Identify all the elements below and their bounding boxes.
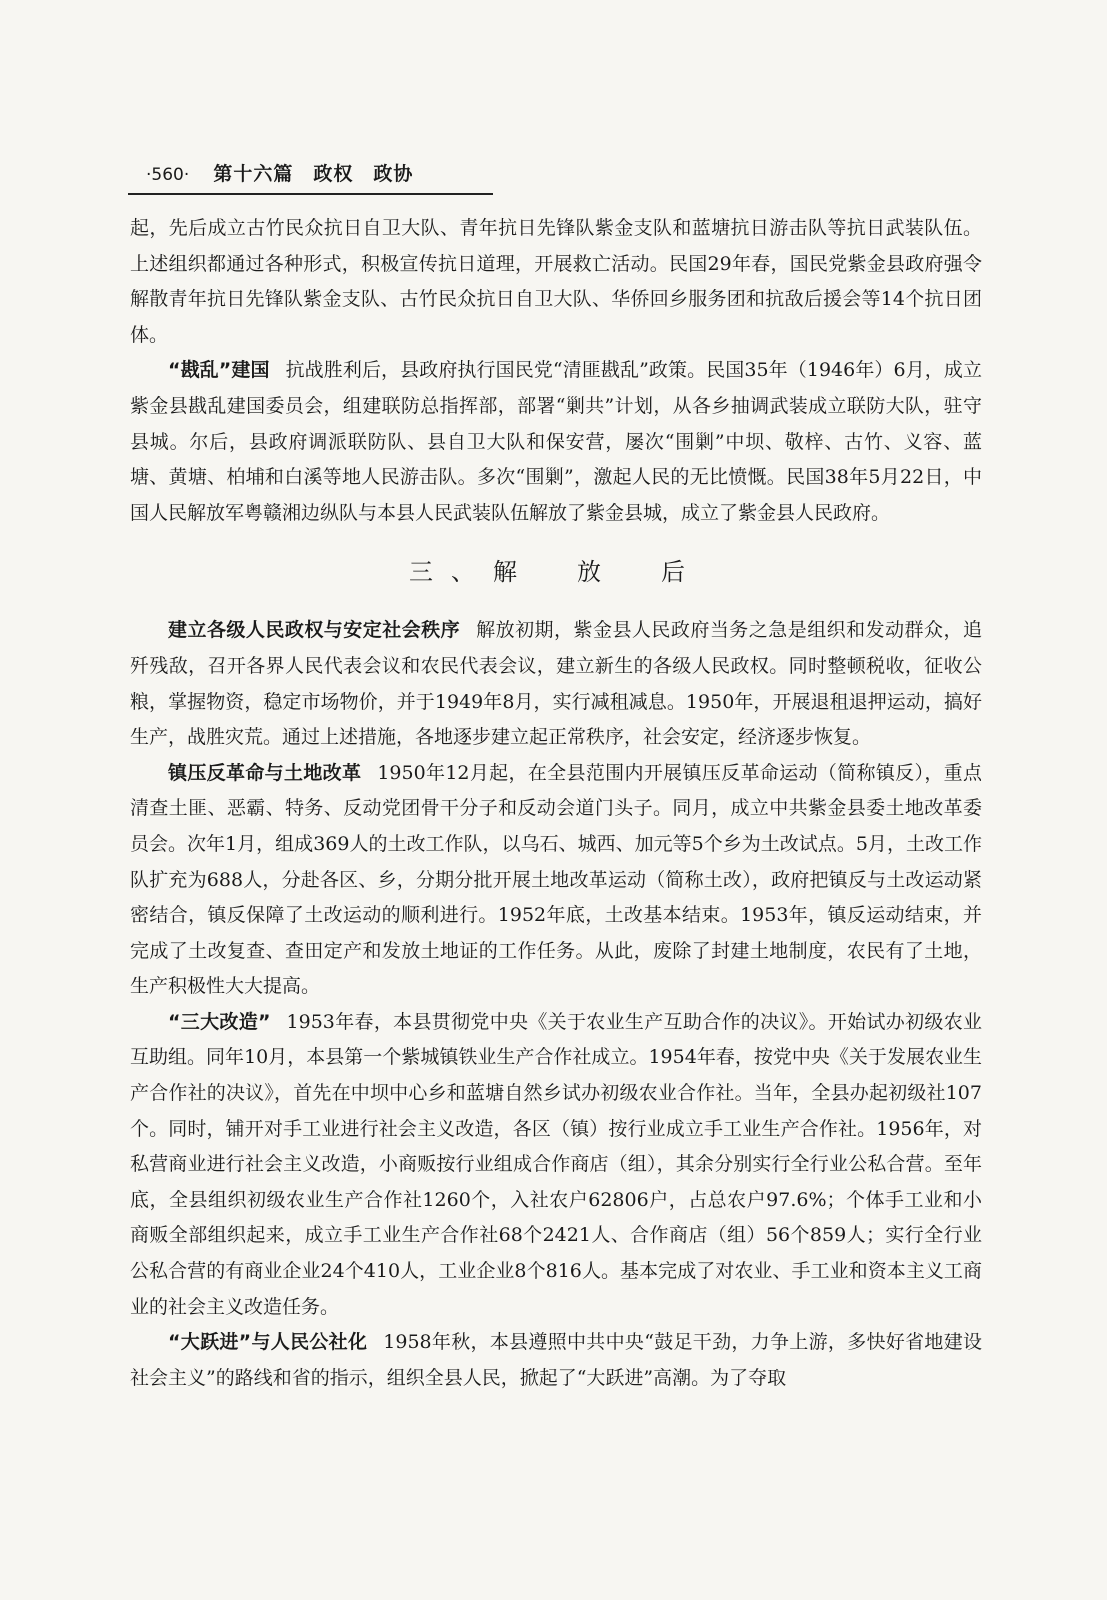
paragraph [130,1005,982,1325]
paragraph-heading: “三大改造” [168,1010,271,1033]
paragraph-heading: 镇压反革命与土地改革 [168,761,362,784]
paragraph-text: 1950年12月起，在全县范围内开展镇压反革命运动（简称镇反），重点清查土匪、恶霸、特务、反动党团骨干分子和反动会道门头子。同月，成立中共紫金县委土地改革委员会。次年1月，组成369人的土改工作队，以乌石、城西、加元等5个乡为土改试点。5月，土改工作队扩充为688人，分赴各区、乡，分期分批开展土地改革运动（简称土改），政府把镇反与土改运动紧密结合，镇反保障了土改运动的顺利进行。1952年底，土改基本结束。1953年，镇反运动结束，并完成了土改复查、查田定产和发放土地证的工作任务。从此，废除了封建土地制度，农民有了土地，生产积极性大大提高。 [130,761,982,998]
paragraph-heading: “戡乱”建国 [168,359,270,382]
section-title: 三、解 放 后 [409,558,703,587]
page-number: ·560· [146,165,190,185]
chapter-title: 第十六篇 政权 政协 [213,163,414,185]
page-header [128,157,493,195]
paragraph [130,353,982,531]
page-body [130,211,982,1396]
paragraph-text: 1958年秋，本县遵照中共中央“鼓足干劲，力争上游，多快好省地建设社会主义”的路线和省的指示，组织全县人民，掀起了“大跃进”高潮。为了夺取 [130,1331,982,1389]
paragraph [130,211,982,353]
paragraph-heading: “大跃进”与人民公社化 [168,1331,368,1354]
paragraph [130,756,982,1005]
paragraph-heading: 建立各级人民政权与安定社会秩序 [168,619,461,642]
paragraph-text: 1953年春，本县贯彻党中央《关于农业生产互助合作的决议》。开始试办初级农业互助组。同年10月，本县第一个紫城镇铁业生产合作社成立。1954年春，按党中央《关于发展农业生产合作社的决议》，首先在中坝中心乡和蓝塘自然乡试办初级农业合作社。当年，全县办起初级社107个。同时，铺开对手工业进行社会主义改造，各区（镇）按行业成立手工业生产合作社。1956年，对私营商业进行社会主义改造，小商贩按行业组成合作商店（组），其余分别实行全行业公私合营。至年底，全县组织初级农业生产合作社1260个，入社农户62806户，占总农户97.6%；个体手工业和小商贩全部组织起来，成立手工业生产合作社68个2421人、合作商店（组）56个859人；实行全行业公私合营的有商业企业24个410人，工业企业8个816人。基本完成了对农业、手工业和资本主义工商业的社会主义改造任务。 [130,1010,983,1318]
paragraph-text: 起，先后成立古竹民众抗日自卫大队、青年抗日先锋队紫金支队和蓝塘抗日游击队等抗日武装队伍。上述组织都通过各种形式，积极宣传抗日道理，开展救亡活动。民国29年春，国民党紫金县政府强令解散青年抗日先锋队紫金支队、古竹民众抗日自卫大队、华侨回乡服务团和抗敌后援会等14个抗日团体。 [130,217,982,346]
paragraph-text: 解放初期，紫金县人民政府当务之急是组织和发动群众，追歼残敌，召开各界人民代表会议和农民代表会议，建立新生的各级人民政权。同时整顿税收，征收公粮，掌握物资，稳定市场物价，并于1949年8月，实行减租减息。1950年，开展退租退押运动，搞好生产，战胜灾荒。通过上述措施，各地逐步建立起正常秩序，社会安定，经济逐步恢复。 [130,619,982,749]
paragraph [130,613,982,755]
paragraph-text: 抗战胜利后，县政府执行国民党“清匪戡乱”政策。民国35年（1946年）6月，成立紫金县戡乱建国委员会，组建联防总指挥部，部署“剿共”计划，从各乡抽调武装成立联防大队，驻守县城。尔后，县政府调派联防队、县自卫大队和保安营，屡次“围剿”中坝、敬梓、古竹、义容、蓝塘、黄塘、柏埔和白溪等地人民游击队。多次“围剿”，激起人民的无比愤慨。民国38年5月22日，中国人民解放军粤赣湘边纵队与本县人民武装队伍解放了紫金县城，成立了紫金县人民政府。 [130,359,982,524]
paragraph [130,1325,982,1396]
